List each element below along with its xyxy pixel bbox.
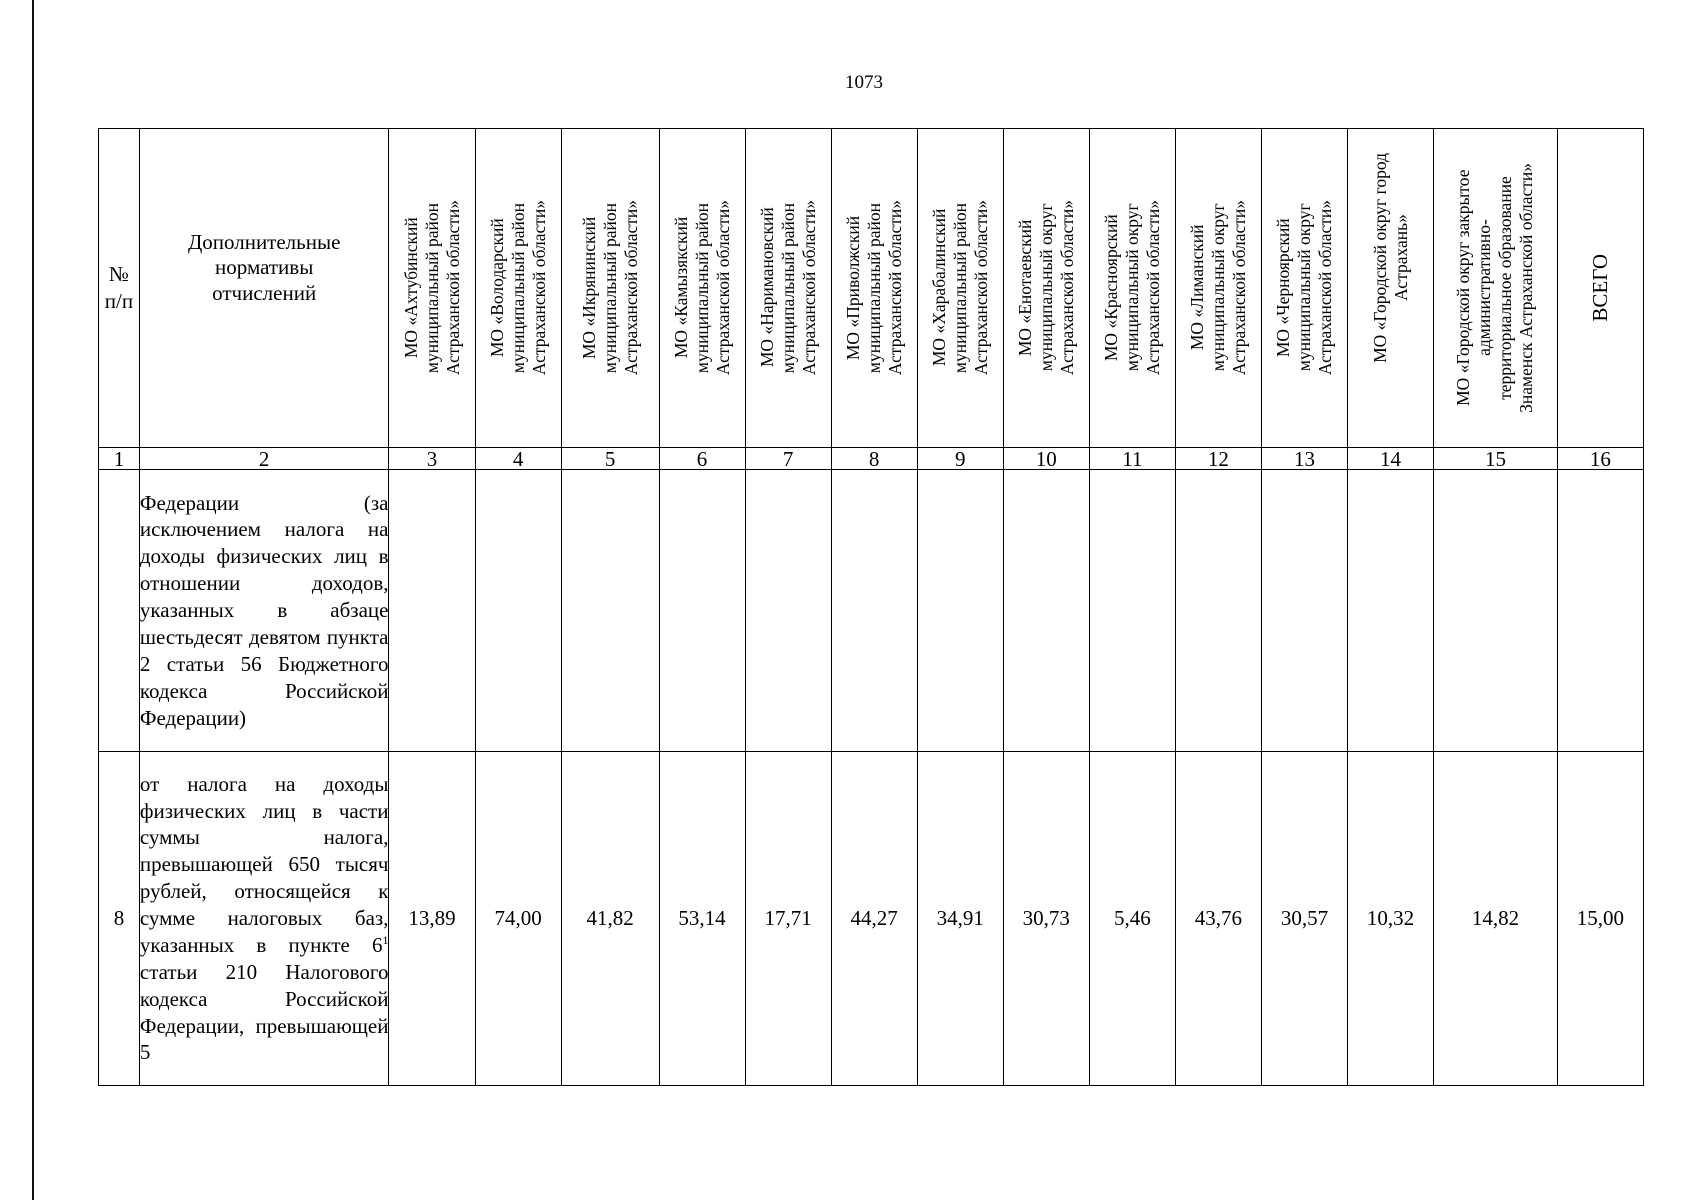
header-col-14: МО «Городской округ город Астрахань» [1348,129,1434,448]
colnum: 5 [561,448,659,470]
cell-value: 30,57 [1261,752,1347,1086]
row-description [139,752,389,1086]
cell-value [659,470,745,752]
cell-value: 30,73 [1003,752,1089,1086]
colnum: 16 [1557,448,1643,470]
header-col-3: МО «Ахтубинский муниципальный район Астраханской области» [389,129,475,448]
left-margin-line [32,0,34,1200]
cell-value [1175,470,1261,752]
row-num [99,470,140,752]
cell-value: 43,76 [1175,752,1261,1086]
cell-value: 74,00 [475,752,561,1086]
cell-value: 14,82 [1434,752,1558,1086]
row-description: Федерации (за исключением налога на доходы физических лиц в отношении доходов, указанных в абзаце шестьдесят девятом пункта 2 статьи 56 Бюджетного кодекса Российской Федерации) [139,470,389,752]
colnum: 6 [659,448,745,470]
header-row [99,129,1644,448]
cell-value: 13,89 [389,752,475,1086]
cell-value [561,470,659,752]
colnum: 14 [1348,448,1434,470]
cell-value: 15,00 [1557,752,1643,1086]
cell-value: 10,32 [1348,752,1434,1086]
colnum: 3 [389,448,475,470]
header-col-16: ВСЕГО [1557,129,1643,448]
table-row [99,470,1644,752]
cell-value [389,470,475,752]
header-col-7: МО «Наримановский муниципальный район Астраханской области» [745,129,831,448]
cell-value [1348,470,1434,752]
colnum: 10 [1003,448,1089,470]
colnum: 4 [475,448,561,470]
colnum: 8 [831,448,917,470]
header-col-11: МО «Красноярский муниципальный округ Астраханской области» [1089,129,1175,448]
cell-value [1434,470,1558,752]
column-numbers-row [99,448,1644,470]
colnum: 1 [99,448,140,470]
colnum: 7 [745,448,831,470]
cell-value: 53,14 [659,752,745,1086]
cell-value [1557,470,1643,752]
header-col-6: МО «Камызякский муниципальный район Астраханской области» [659,129,745,448]
description-superscript: 1 [382,932,389,947]
header-col-9: МО «Харабалинский муниципальный район Астраханской области» [917,129,1003,448]
header-col-13: МО «Черноярский муниципальный округ Астраханской области» [1261,129,1347,448]
description-part-2: статьи 210 Налогового кодекса Российской Федерации, превышающей 5 [139,959,389,1065]
cell-value [1261,470,1347,752]
header-col-8: МО «Приволжский муниципальный район Астраханской области» [831,129,917,448]
header-col-5: МО «Икрянинский муниципальный район Астраханской области» [561,129,659,448]
cell-value [831,470,917,752]
header-col-15: МО «Городской округ закрытое административно- территориальное образование Знаменск Астраханской области» [1434,129,1558,448]
cell-value: 41,82 [561,752,659,1086]
header-col-10: МО «Енотаевский муниципальный округ Астраханской области» [1003,129,1089,448]
header-col-4: МО «Володарский муниципальный район Астраханской области» [475,129,561,448]
header-num: № п/п [99,129,140,448]
cell-value: 5,46 [1089,752,1175,1086]
description-part-1: от налога на доходы физических лиц в части суммы налога, превышающей 650 тысяч рублей, относящейся к сумме налоговых баз, указанных в пункте 6 [139,771,389,957]
cell-value [1003,470,1089,752]
table-row [99,752,1644,1086]
cell-value: 44,27 [831,752,917,1086]
colnum: 11 [1089,448,1175,470]
header-description: Дополнительные нормативы отчислений [139,129,389,448]
header-col-12: МО «Лиманский муниципальный округ Астраханской области» [1175,129,1261,448]
cell-value [475,470,561,752]
colnum: 13 [1261,448,1347,470]
row-num: 8 [99,752,140,1086]
colnum: 9 [917,448,1003,470]
colnum: 15 [1434,448,1558,470]
cell-value: 17,71 [745,752,831,1086]
page-number: 1073 [845,72,883,93]
cell-value [917,470,1003,752]
cell-value [1089,470,1175,752]
cell-value: 34,91 [917,752,1003,1086]
deductions-table [98,128,1644,1086]
colnum: 2 [139,448,389,470]
cell-value [745,470,831,752]
colnum: 12 [1175,448,1261,470]
